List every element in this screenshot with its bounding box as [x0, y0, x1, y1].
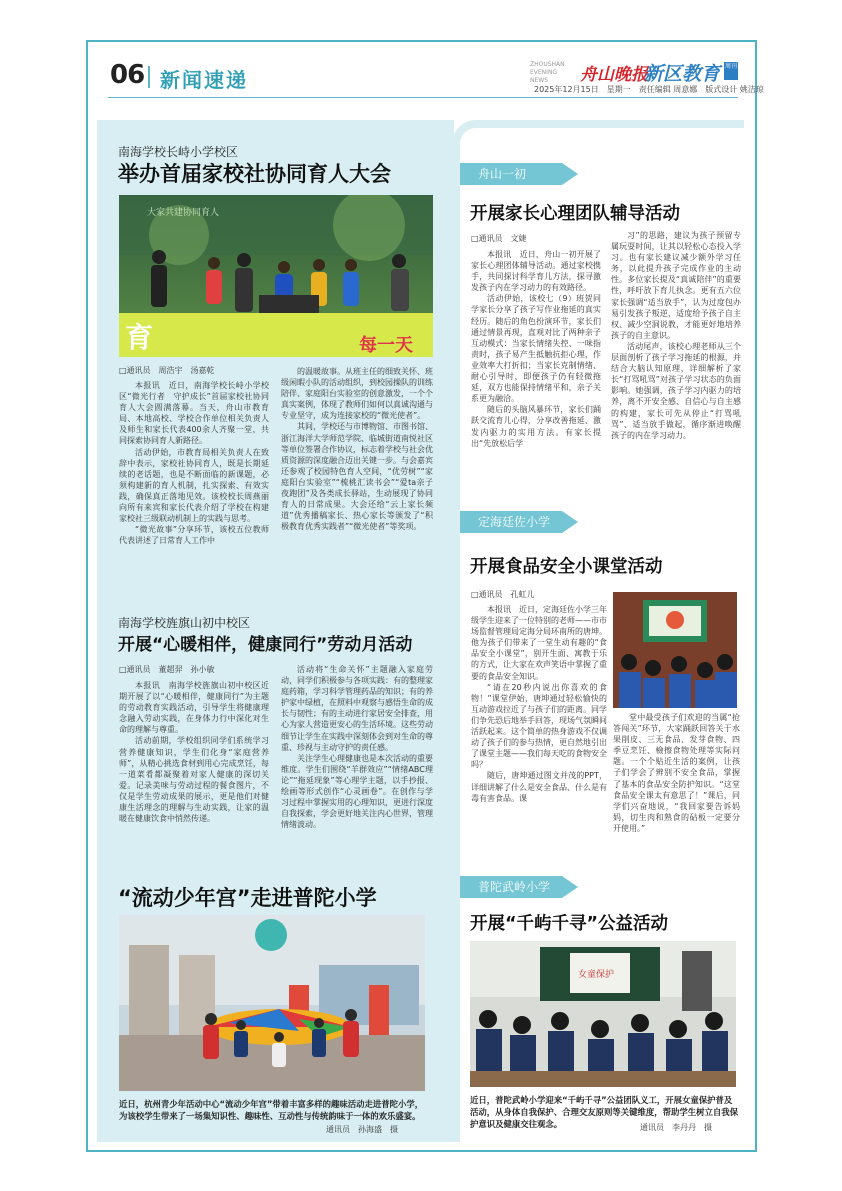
article-2-body-col1: [119, 680, 269, 858]
issue-meta: 2025年12月15日 星期一 责任编辑 周意娜 版式设计 姚洁琼: [534, 85, 764, 94]
article-1-kicker: 南海学校长峙小学校区: [118, 145, 239, 159]
board-text: 女童保护: [578, 970, 615, 980]
banner-left-text: 育: [125, 321, 154, 354]
section-tag-putuo-wuling: 普陀武岭小学: [460, 876, 562, 898]
paragraph: 本报讯 近日，舟山一初开展了家长心理团体辅导活动。通过家校携手，共同探讨科学育儿方法，探寻激发孩子内在学习动力的有效路径。: [471, 250, 601, 293]
paragraph: 活动伊始，该校七（9）班贺同学家长分享了孩子写作业拖延的真实经历。随后的角色扮演环节，家长们通过情景再现，直观对比了两种亲子互动模式：当家长情绪失控、一味指责时，孩子易产生抵触抗拒心理，作业效率大打折扣；当家长克制情绪、耐心引导时，即便孩子仍有轻微拖延，双方也能保持情绪平和，亲子关系更为融洽。: [471, 294, 601, 404]
right-article-2-photo: [613, 592, 737, 708]
logo-english: ZHOUSHAN EVENING NEWS: [530, 61, 565, 84]
paragraph: 活动伊始，市教育局相关负责人在致辞中表示，家校社协同育人，既是长期延续的老话题，也是不断面临的新课题，必须构建新的育人机制，扎实探索、有效实践，确保真正落地见效。该校校长周燕丽向所有来宾和家长代表介绍了学校在构建家校社三级联动机制上的实践与思考。: [119, 447, 269, 524]
article-2-byline: □通讯员 董超羿 孙小敏: [119, 665, 215, 674]
edition-badge: 周刊: [724, 62, 738, 80]
paragraph: 本报讯 近日，南海学校长峙小学校区“微光行者 守护成长”首届家校社协同育人大会圆满落幕。当天，舟山市教育局、本地高校、学校合作单位相关负责人及师生和家长代表400余人齐聚一堂，共同探索协同育人新路径。: [119, 381, 269, 446]
paragraph: 堂中最受孩子们欢迎的当属“抢答闯关”环节，大家踊跃回答关于水果削皮、三无食品、发芽食物、四季豆烹饪、檢擦食物处理等实际问题。一个个贴近生活的案例，让孩子们学会了辨别不安全食品，掌握了基本的食品安全防护知识。“这堂食品安全课太有意思了！”课后，同学们兴奋地说，“我回家要告诉妈妈，切生肉和熟食的砧板一定要分开使用。”: [613, 713, 740, 833]
paragraph: “微光故事”分享环节，该校五位教师代表讲述了日常育人工作中: [119, 525, 269, 546]
paragraph: 的温暖故事。从班主任的细致关怀、班级闲暇小队的活动组织，到校园操队的训练陪伴、家庭阳台实验室的创意激发，一个个真实案例，体现了教师们如何以真诚沟通与专业坚守，成为连接家校的“微光使者”。: [281, 367, 433, 421]
newspaper-logo: 舟山晚报: [580, 65, 648, 85]
right-article-3-credit: 通讯员 李丹丹 摄: [640, 1123, 712, 1132]
right-article-2-body-col2: [613, 712, 740, 862]
header-rule: [108, 97, 738, 98]
right-article-2-headline[interactable]: 开展食品安全小课堂活动: [470, 557, 663, 577]
article-3-credit: 通讯员 孙海盛 摄: [326, 1125, 398, 1134]
right-article-3-photo: [470, 941, 736, 1087]
paragraph: 本报讯 近日，定海廷佐小学三年级学生迎来了一位特别的老师——市市场监督管理局定海分局环南所的唐坤。他为孩子们带来了一堂生动有趣的“食品安全小课堂”，别开生面、寓教于乐的方式，让大家在欢声笑语中掌握了重要的食品安全知识。: [471, 605, 607, 681]
paragraph: 活动前期，学校组织同学们系统学习营养健康知识，学生们化身“家庭营养师”，从精心挑选食材到用心完成烹饪，每一道菜肴都凝聚着对家人健康的深切关爱。记录美味与劳动过程的餐食图片，不仅是学生劳动成果的展示，更是他们对健康生活理念的理解与生动实践，让家的温暖在健康饮食中悄然传递。: [119, 736, 269, 824]
right-article-2-body-col1: [471, 604, 607, 862]
paragraph: 活动尾声，该校心理老师从三个层面剖析了孩子学习拖延的根源，并结合大脑认知原理，详细解析了家长“打骂吼骂”对孩子学习状态的负面影响。她强调，孩子学习内驱力的培养，离不开安全感、自信心与自主感的构建，家长可先从停止“打骂吼骂”、适当放手做起，循序渐进唤醒孩子的内在学习动力。: [611, 341, 741, 440]
right-article-1-byline: □通讯员 文婕: [471, 234, 527, 243]
stage-backdrop-text: 大家共建协同育人: [147, 208, 220, 218]
paragraph: “请在20秒内说出你喜欢的食物！”课堂伊始，唐坤通过轻松愉快的互动游戏拉近了与孩子们的距离。同学们争先恐后地举手回答，现场气氛瞬间活跃起来。这个简单的热身游戏不仅调动了孩子们的参与热情，更自然地引出了课堂主题——我们每天吃的食物安全吗？: [471, 682, 607, 770]
conference-stage-image: [119, 195, 433, 357]
article-2-body-col2: [281, 664, 433, 858]
article-2-headline[interactable]: 开展“心暖相伴，健康同行”劳动月活动: [118, 635, 413, 655]
section-title: 新闻速递: [160, 68, 248, 92]
article-3-caption: 近日，杭州青少年活动中心“流动少年宫”带着丰富多样的趣味活动走进普陀小学，为该校学生带来了一场集知识性、趣味性、互动性与传统韵味于一体的欢乐盛宴。: [119, 1099, 424, 1121]
paragraph: 其间，学校还与市博物馆、市图书馆、浙江海洋大学师范学院、临城街道南悦社区等单位签署合作协议，标志着学校与社会优质资源的深度融合迈出关键一步。与会嘉宾还参观了校园特色育人空间，“优劳树”“家庭阳台实验室”“梳桃汇读书会”“爱ta亲子夜跑团”及各类成长驿站，生动展现了协同育人的日常成果。大会还给“云上家长频道”优秀播稿家长、热心家长等颁发了“积极教育优秀实践者”“微光使者”等奖项。: [281, 422, 433, 532]
article-1-headline[interactable]: 举办首届家校社协同育人大会: [118, 162, 391, 186]
edition-name: 新区教育: [644, 63, 721, 85]
right-article-1-headline[interactable]: 开展家长心理团队辅导活动: [470, 204, 680, 224]
paragraph: 活动将“生命关怀”主题融入家庭劳动，同学们积极参与各项实践：有的整理家庭药箱，学习科学管理药品的知识；有的养护家中绿植，在照料中观察与感悟生命的成长与韧性；有的主动进行家居安全排查，用心为家人营造更安心的生活环境。这些劳动细节让学生在实践中深刻体会到对生命的尊重、珍视与主动守护的责任感。: [281, 665, 433, 752]
section-tag-dinghai-tingzuo: 定海廷佐小学: [460, 511, 562, 533]
classroom-image: [613, 592, 737, 708]
paragraph: 随后，唐坤通过图文并茂的PPT，详细讲解了什么是安全食品、什么是有毒有害食品。课: [471, 771, 607, 803]
page-number: 06: [110, 60, 145, 90]
article-2-kicker: 南海学校旌旗山初中校区: [118, 616, 251, 630]
right-article-3-headline[interactable]: 开展“千屿千寻”公益活动: [470, 914, 669, 934]
right-article-2-byline: □通讯员 孔虹儿: [471, 590, 535, 599]
article-1-byline: □通讯员 周浩宇 汤嘉乾: [119, 366, 215, 375]
article-3-photo: [119, 915, 425, 1091]
right-article-3-caption: 近日，普陀武岭小学迎来“千屿千寻”公益团队义工，开展女童保护普及活动，从身体自我保护、合理交友原则等关键维度，帮助学生树立自我保护意识及健康交往观念。: [470, 1095, 738, 1129]
paragraph: 本报讯 南海学校旌旗山初中校区近期开展了以“心暖相伴，健康同行”为主题的劳动教育实践活动，引导学生将健康理念融入劳动实践，在身体力行中深化对生命的理解与尊重。: [119, 681, 269, 735]
section-tag-zhoushan-yichu: 舟山一初: [460, 163, 562, 185]
classroom-lecture-image: [470, 941, 736, 1087]
banner-right-text: 每一天: [359, 335, 413, 356]
paragraph: 随后的头脑风暴环节，家长们踊跃交流育儿心得，分享改善拖延、激发内驱力的实用方法。有家长提出“先放松后学: [471, 405, 601, 448]
article-1-body-col2: [281, 366, 433, 592]
ball-icon: [255, 919, 287, 951]
article-1-body-col1: [119, 380, 269, 592]
header-divider: [148, 66, 150, 88]
paragraph: 关注学生心理健康也是本次活动的重要维度。学生们围绕“羊群效应”“情绪ABC理论”“拖延现象”等心理学主题，以手抄报、绘画等形式创作“心灵画卷”。在创作与学习过程中掌握实用的心理知识，更进行深度自我探索，学会更好地关注内心世界，管理情绪波动。: [281, 753, 433, 830]
right-article-1-body-col1: [471, 249, 601, 499]
paragraph: 习”的思路，建议为孩子预留专属玩耍时间，让其以轻松心态投入学习。也有家长建议减少额外学习任务，以此提升孩子完成作业的主动性。多位家长提及“真诚陪伴”的重要性，呼吁放下育儿执念。更有五六位家长强调“适当放手”，认为过度包办易引发孩子叛逆，适度给予孩子自主权、减少空洞说教，才能更好地培养孩子的自主意识。: [611, 231, 741, 340]
right-article-1-body-col2: [611, 230, 741, 499]
article-1-photo: [119, 195, 433, 357]
playground-activity-image: [119, 915, 425, 1091]
article-3-headline[interactable]: “流动少年宫”走进普陀小学: [118, 886, 377, 910]
